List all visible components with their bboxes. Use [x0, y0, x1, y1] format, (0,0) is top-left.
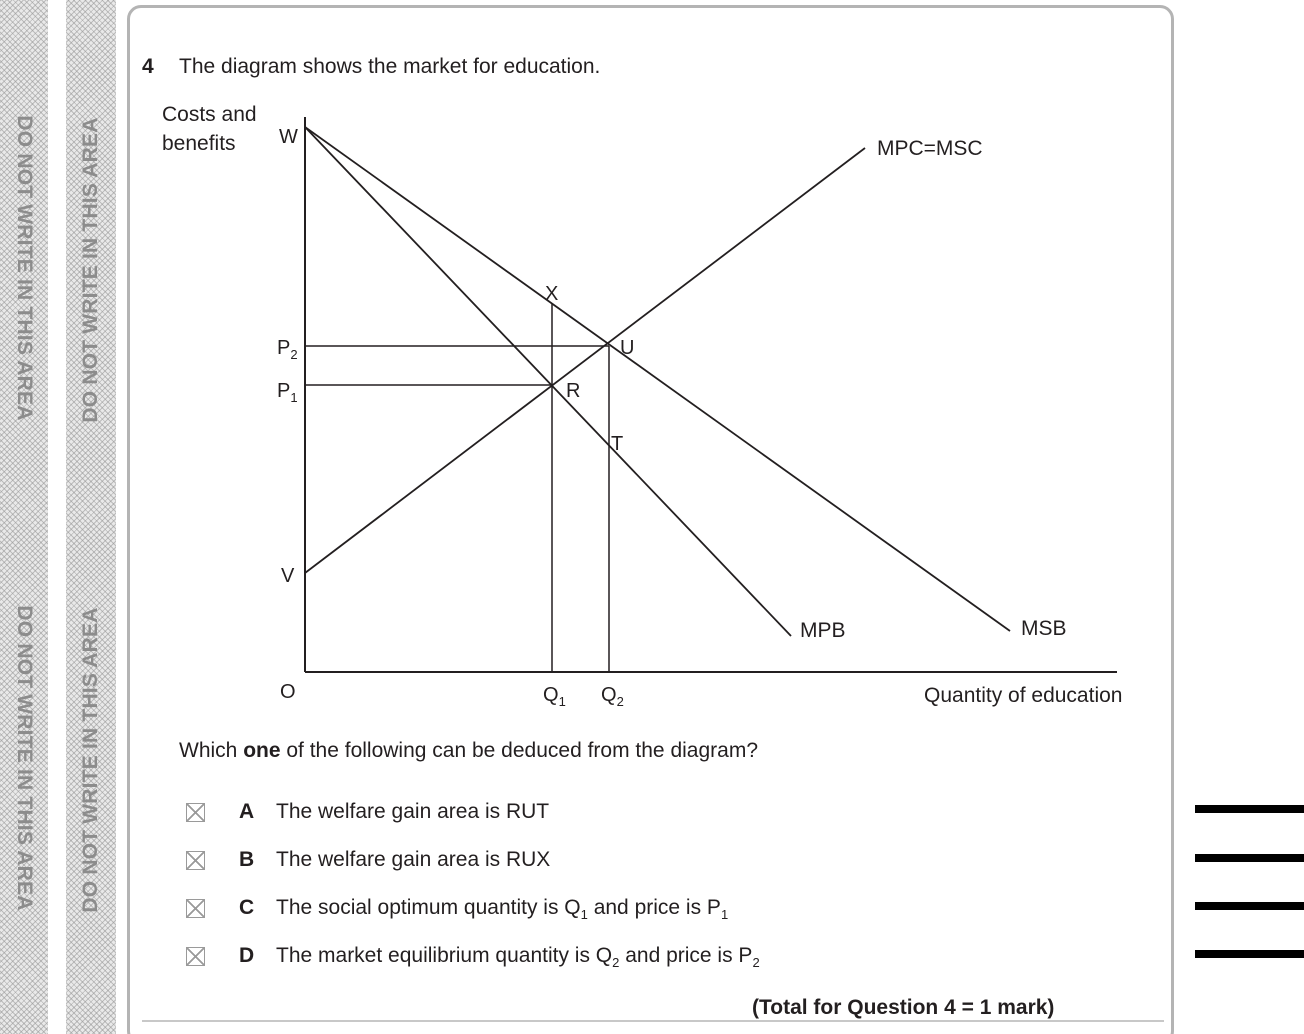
registration-bar-1 [1195, 805, 1304, 813]
prompt-text-end: of the following can be deduced from the diagram? [280, 739, 758, 762]
point-v-label: V [281, 565, 295, 587]
origin-label: O [280, 681, 296, 703]
margin-warning-inner-top: DO NOT WRITE IN THIS AREA [79, 117, 102, 423]
price-p1-label: $P_1$ [277, 380, 298, 405]
option-d-text: The market equilibrium quantity is $Q_2$ and price is $P_2$ [276, 944, 760, 970]
option-c-checkbox[interactable] [186, 899, 205, 918]
point-u-label: U [620, 337, 635, 359]
msb-label: MSB [1021, 617, 1067, 640]
registration-bar-2 [1195, 854, 1304, 862]
point-t-label: T [611, 433, 624, 455]
msb-curve [305, 127, 1010, 631]
option-b-text: The welfare gain area is RUX [276, 848, 551, 871]
question-number: 4 [142, 55, 154, 78]
question-stem: The diagram shows the market for education. [179, 55, 601, 78]
qty-q2-label: $Q_2$ [601, 684, 624, 709]
option-c-text: The social optimum quantity is $Q_1$ and price is $P_1$ [276, 896, 729, 922]
y-axis-label-line1: Costs and [162, 103, 257, 126]
option-a-letter: A [239, 800, 255, 823]
registration-bar-4 [1195, 950, 1304, 958]
y-axis-label-line2: benefits [162, 132, 236, 155]
mpc-msc-label: MPC=MSC [877, 137, 983, 160]
option-a-checkbox[interactable] [186, 803, 205, 822]
registration-bar-3 [1195, 902, 1304, 910]
mpb-curve [305, 127, 791, 636]
margin-warning-outer-top: DO NOT WRITE IN THIS AREA [13, 115, 36, 421]
option-d-checkbox[interactable] [186, 947, 205, 966]
question-total: (Total for Question 4 = 1 mark) [752, 996, 1055, 1019]
prompt-text-bold: one [243, 739, 281, 762]
mpc-msc-curve [305, 148, 865, 573]
option-c-letter: C [239, 896, 255, 919]
prompt-text-start: Which [179, 739, 244, 762]
point-r-label: R [566, 380, 581, 402]
point-x-label: X [545, 283, 559, 305]
margin-warning-outer-bottom: DO NOT WRITE IN THIS AREA [13, 605, 36, 911]
option-b-checkbox[interactable] [186, 851, 205, 870]
mpb-label: MPB [800, 619, 846, 642]
point-w-label: W [279, 126, 298, 148]
price-p2-label: $P_2$ [277, 337, 298, 362]
x-axis-label: Quantity of education [924, 684, 1123, 707]
option-b-letter: B [239, 848, 255, 871]
qty-q1-label: $Q_1$ [543, 684, 566, 709]
margin-warning-inner-bottom: DO NOT WRITE IN THIS AREA [79, 607, 102, 913]
question-prompt [179, 739, 758, 763]
option-a-text: The welfare gain area is RUT [276, 800, 550, 823]
option-d-letter: D [239, 944, 255, 967]
